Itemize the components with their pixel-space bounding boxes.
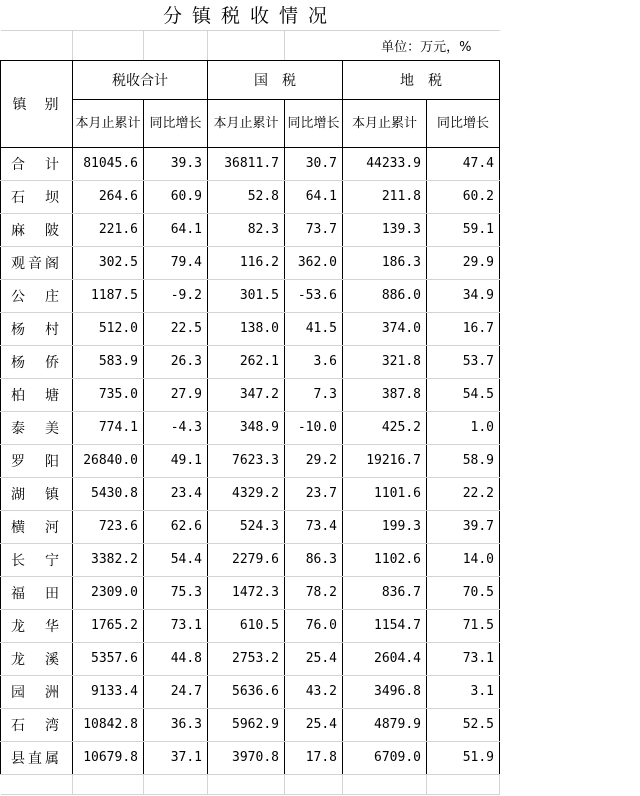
local-growth-cell: 39.7 [427,510,500,543]
local-cumulative-cell: 1102.6 [343,543,427,576]
header-local: 地 税 [343,60,500,99]
local-growth-cell: 58.9 [427,444,500,477]
table-row [1,246,500,279]
blank-cell [208,774,285,794]
total-cumulative-cell: 81045.6 [73,147,144,180]
region-name: 石 湾 [1,708,73,741]
national-cumulative-cell: 3970.8 [208,741,285,774]
local-cumulative-cell: 387.8 [343,378,427,411]
total-cumulative-cell: 302.5 [73,246,144,279]
blank-cell [1,30,73,60]
local-cumulative-cell: 1101.6 [343,477,427,510]
local-growth-cell: 53.7 [427,345,500,378]
total-growth-cell: 60.9 [144,180,208,213]
region-name: 杨 村 [1,312,73,345]
region-name: 湖 镇 [1,477,73,510]
national-growth-cell: 23.7 [285,477,343,510]
national-growth-cell: 25.4 [285,708,343,741]
total-cumulative-cell: 583.9 [73,345,144,378]
header-national: 国 税 [208,60,343,99]
local-growth-cell: 73.1 [427,642,500,675]
total-cumulative-cell: 264.6 [73,180,144,213]
total-cumulative-cell: 1765.2 [73,609,144,642]
blank-cell [285,774,343,794]
total-growth-cell: 73.1 [144,609,208,642]
total-growth-cell: 26.3 [144,345,208,378]
national-cumulative-cell: 36811.7 [208,147,285,180]
total-growth-cell: 62.6 [144,510,208,543]
region-name: 龙 溪 [1,642,73,675]
national-growth-cell: 25.4 [285,642,343,675]
local-growth-cell: 34.9 [427,279,500,312]
national-growth-cell: -10.0 [285,411,343,444]
total-growth-cell: -4.3 [144,411,208,444]
local-growth-cell: 51.9 [427,741,500,774]
blank-cell [73,774,144,794]
national-cumulative-cell: 4329.2 [208,477,285,510]
total-growth-cell: 54.4 [144,543,208,576]
header-total-cumulative: 本月止累计 [73,99,144,147]
total-cumulative-cell: 723.6 [73,510,144,543]
total-cumulative-cell: 221.6 [73,213,144,246]
blank-cell [73,30,144,60]
table-row [1,576,500,609]
local-cumulative-cell: 425.2 [343,411,427,444]
local-growth-cell: 71.5 [427,609,500,642]
table-row [1,543,500,576]
blank-cell [1,774,73,794]
table-row [1,345,500,378]
table-row [1,444,500,477]
region-name: 石 坝 [1,180,73,213]
national-cumulative-cell: 52.8 [208,180,285,213]
blank-cell [144,30,208,60]
total-growth-cell: 79.4 [144,246,208,279]
national-cumulative-cell: 2279.6 [208,543,285,576]
region-name: 柏 塘 [1,378,73,411]
local-cumulative-cell: 374.0 [343,312,427,345]
region-name: 园 洲 [1,675,73,708]
table-row [1,609,500,642]
national-growth-cell: 30.7 [285,147,343,180]
national-growth-cell: 7.3 [285,378,343,411]
total-growth-cell: 24.7 [144,675,208,708]
header-national-growth: 同比增长 [285,99,343,147]
total-growth-cell: 44.8 [144,642,208,675]
region-name: 公 庄 [1,279,73,312]
national-cumulative-cell: 5636.6 [208,675,285,708]
national-cumulative-cell: 7623.3 [208,444,285,477]
national-growth-cell: 43.2 [285,675,343,708]
local-cumulative-cell: 4879.9 [343,708,427,741]
blank-cell [427,774,500,794]
national-growth-cell: 17.8 [285,741,343,774]
region-name: 观音阁 [1,246,73,279]
local-cumulative-cell: 1154.7 [343,609,427,642]
national-cumulative-cell: 82.3 [208,213,285,246]
total-cumulative-cell: 26840.0 [73,444,144,477]
national-growth-cell: 41.5 [285,312,343,345]
table-row [1,411,500,444]
region-name: 横 河 [1,510,73,543]
table-row [1,180,500,213]
region-name: 麻 陂 [1,213,73,246]
national-growth-cell: -53.6 [285,279,343,312]
region-name: 县直属 [1,741,73,774]
local-growth-cell: 1.0 [427,411,500,444]
blank-cell [208,30,285,60]
national-growth-cell: 64.1 [285,180,343,213]
local-cumulative-cell: 211.8 [343,180,427,213]
total-cumulative-cell: 5430.8 [73,477,144,510]
national-growth-cell: 73.7 [285,213,343,246]
page-title: 分镇税收情况 [1,0,500,30]
local-growth-cell: 16.7 [427,312,500,345]
local-growth-cell: 29.9 [427,246,500,279]
national-cumulative-cell: 301.5 [208,279,285,312]
total-growth-cell: 37.1 [144,741,208,774]
table-row [1,477,500,510]
national-cumulative-cell: 1472.3 [208,576,285,609]
national-growth-cell: 73.4 [285,510,343,543]
total-growth-cell: 75.3 [144,576,208,609]
table-row [1,147,500,180]
local-growth-cell: 14.0 [427,543,500,576]
local-cumulative-cell: 44233.9 [343,147,427,180]
total-growth-cell: 22.5 [144,312,208,345]
header-local-cumulative: 本月止累计 [343,99,427,147]
table-row [1,642,500,675]
total-growth-cell: 23.4 [144,477,208,510]
local-cumulative-cell: 139.3 [343,213,427,246]
national-growth-cell: 86.3 [285,543,343,576]
national-cumulative-cell: 138.0 [208,312,285,345]
total-growth-cell: 36.3 [144,708,208,741]
total-cumulative-cell: 3382.2 [73,543,144,576]
local-growth-cell: 52.5 [427,708,500,741]
region-name: 福 田 [1,576,73,609]
table-row [1,279,500,312]
region-name: 罗 阳 [1,444,73,477]
table-row [1,312,500,345]
national-growth-cell: 362.0 [285,246,343,279]
local-cumulative-cell: 186.3 [343,246,427,279]
total-cumulative-cell: 5357.6 [73,642,144,675]
blank-cell [343,774,427,794]
local-cumulative-cell: 19216.7 [343,444,427,477]
total-cumulative-cell: 774.1 [73,411,144,444]
total-cumulative-cell: 2309.0 [73,576,144,609]
table-row [1,213,500,246]
table-row [1,741,500,774]
total-growth-cell: 49.1 [144,444,208,477]
region-name: 泰 美 [1,411,73,444]
region-name: 龙 华 [1,609,73,642]
local-growth-cell: 59.1 [427,213,500,246]
local-cumulative-cell: 3496.8 [343,675,427,708]
total-cumulative-cell: 10842.8 [73,708,144,741]
national-cumulative-cell: 2753.2 [208,642,285,675]
table-row [1,675,500,708]
national-cumulative-cell: 348.9 [208,411,285,444]
total-growth-cell: 27.9 [144,378,208,411]
header-region: 镇 别 [1,60,73,147]
national-cumulative-cell: 262.1 [208,345,285,378]
local-growth-cell: 54.5 [427,378,500,411]
header-total-growth: 同比增长 [144,99,208,147]
region-name: 合 计 [1,147,73,180]
national-growth-cell: 29.2 [285,444,343,477]
table-row [1,510,500,543]
blank-cell [144,774,208,794]
total-growth-cell: -9.2 [144,279,208,312]
local-growth-cell: 60.2 [427,180,500,213]
header-local-growth: 同比增长 [427,99,500,147]
total-cumulative-cell: 1187.5 [73,279,144,312]
region-name: 杨 侨 [1,345,73,378]
table-row [1,708,500,741]
national-growth-cell: 3.6 [285,345,343,378]
national-growth-cell: 76.0 [285,609,343,642]
local-growth-cell: 22.2 [427,477,500,510]
local-cumulative-cell: 2604.4 [343,642,427,675]
national-cumulative-cell: 5962.9 [208,708,285,741]
header-national-cumulative: 本月止累计 [208,99,285,147]
total-cumulative-cell: 10679.8 [73,741,144,774]
national-growth-cell: 78.2 [285,576,343,609]
total-cumulative-cell: 9133.4 [73,675,144,708]
local-cumulative-cell: 321.8 [343,345,427,378]
local-cumulative-cell: 886.0 [343,279,427,312]
total-growth-cell: 39.3 [144,147,208,180]
unit-label: 单位：万元，% [285,30,500,60]
national-cumulative-cell: 347.2 [208,378,285,411]
local-cumulative-cell: 836.7 [343,576,427,609]
total-growth-cell: 64.1 [144,213,208,246]
total-cumulative-cell: 735.0 [73,378,144,411]
local-growth-cell: 47.4 [427,147,500,180]
local-cumulative-cell: 6709.0 [343,741,427,774]
national-cumulative-cell: 610.5 [208,609,285,642]
region-name: 长 宁 [1,543,73,576]
local-growth-cell: 70.5 [427,576,500,609]
local-cumulative-cell: 199.3 [343,510,427,543]
local-growth-cell: 3.1 [427,675,500,708]
total-cumulative-cell: 512.0 [73,312,144,345]
national-cumulative-cell: 524.3 [208,510,285,543]
table-row [1,378,500,411]
national-cumulative-cell: 116.2 [208,246,285,279]
header-total: 税收合计 [73,60,208,99]
